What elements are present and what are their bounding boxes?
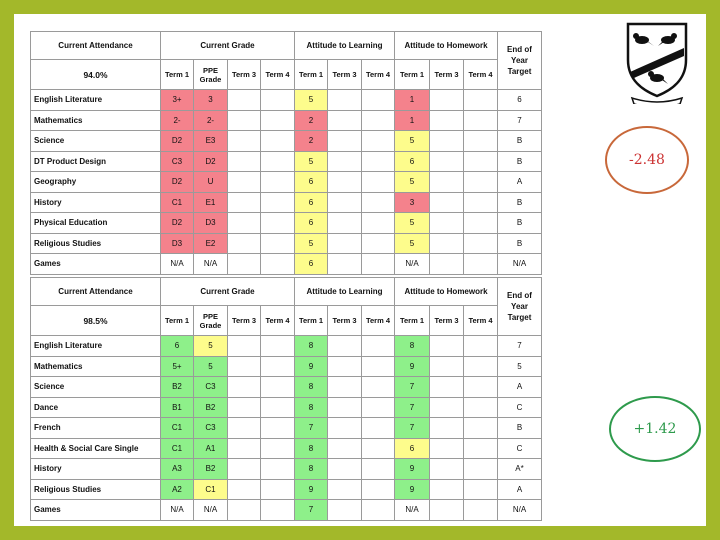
homework-term1-cell: 5 xyxy=(395,213,430,234)
attendance-value: 94.0% xyxy=(31,60,161,90)
learning-term3-cell xyxy=(328,377,362,398)
ppe-grade-cell: C3 xyxy=(194,418,228,439)
learning-term1-header: Term 1 xyxy=(295,60,328,90)
learning-term4-cell xyxy=(362,213,395,234)
attitude-learning-header: Attitude to Learning xyxy=(295,32,395,60)
homework-term1-cell: 5 xyxy=(395,233,430,254)
target-cell: 6 xyxy=(498,90,542,111)
grade-term4-cell xyxy=(261,110,295,131)
grade-term1-cell: N/A xyxy=(161,254,194,275)
homework-term3-cell xyxy=(430,213,464,234)
learning-term1-cell: 6 xyxy=(295,172,328,193)
learning-term1-cell: 7 xyxy=(295,500,328,521)
homework-term4-cell xyxy=(464,90,498,111)
ppe-grade-cell: D2 xyxy=(194,151,228,172)
homework-term3-cell xyxy=(430,438,464,459)
subject-cell: Dance xyxy=(31,397,161,418)
grade-term3-cell xyxy=(228,151,261,172)
subject-cell: French xyxy=(31,418,161,439)
learning-term1-cell: 5 xyxy=(295,151,328,172)
grade-term4-cell xyxy=(261,418,295,439)
homework-term4-cell xyxy=(464,377,498,398)
learning-term3-cell xyxy=(328,151,362,172)
subject-cell: Mathematics xyxy=(31,110,161,131)
grade-term1-cell: C3 xyxy=(161,151,194,172)
current-grade-header: Current Grade xyxy=(161,278,295,306)
report-2-rows xyxy=(31,336,542,521)
homework-term4-cell xyxy=(464,131,498,152)
homework-term1-cell: 5 xyxy=(395,172,430,193)
ppe-grade-header: PPE Grade xyxy=(194,60,228,90)
ppe-grade-cell: E1 xyxy=(194,192,228,213)
subject-cell: Religious Studies xyxy=(31,479,161,500)
learning-term4-cell xyxy=(362,151,395,172)
table-row xyxy=(31,397,542,418)
learning-term3-cell xyxy=(328,131,362,152)
grade-term4-cell xyxy=(261,438,295,459)
grade-term1-cell: 2- xyxy=(161,110,194,131)
homework-term1-cell: N/A xyxy=(395,500,430,521)
homework-term4-cell xyxy=(464,151,498,172)
grade-term1-cell: A2 xyxy=(161,479,194,500)
target-cell: A xyxy=(498,377,542,398)
ppe-grade-cell: C1 xyxy=(194,479,228,500)
grade-term1-cell: C1 xyxy=(161,438,194,459)
ppe-grade-cell: D3 xyxy=(194,213,228,234)
learning-term4-header: Term 4 xyxy=(362,306,395,336)
grade-term4-cell xyxy=(261,192,295,213)
grade-term3-header: Term 3 xyxy=(228,60,261,90)
target-cell: 5 xyxy=(498,356,542,377)
ppe-grade-cell: A1 xyxy=(194,438,228,459)
target-cell: N/A xyxy=(498,500,542,521)
learning-term3-cell xyxy=(328,90,362,111)
homework-term3-cell xyxy=(430,336,464,357)
learning-term3-cell xyxy=(328,192,362,213)
grade-term4-cell xyxy=(261,131,295,152)
homework-term3-cell xyxy=(430,356,464,377)
subject-cell: History xyxy=(31,459,161,480)
homework-term1-cell: 8 xyxy=(395,336,430,357)
grade-term1-cell: 5+ xyxy=(161,356,194,377)
grade-term1-cell: D3 xyxy=(161,233,194,254)
table-row xyxy=(31,336,542,357)
homework-term3-cell xyxy=(430,418,464,439)
learning-term4-cell xyxy=(362,500,395,521)
grade-term4-cell xyxy=(261,90,295,111)
homework-term4-cell xyxy=(464,500,498,521)
learning-term4-cell xyxy=(362,479,395,500)
homework-term3-cell xyxy=(430,233,464,254)
homework-term1-cell: 9 xyxy=(395,459,430,480)
homework-term4-cell xyxy=(464,438,498,459)
homework-term4-cell xyxy=(464,254,498,275)
grade-term4-cell xyxy=(261,356,295,377)
grade-term1-cell: C1 xyxy=(161,418,194,439)
subject-cell: Games xyxy=(31,500,161,521)
grade-term3-cell xyxy=(228,213,261,234)
homework-term4-cell xyxy=(464,356,498,377)
score-change-positive: +1.42 xyxy=(609,396,701,462)
target-cell: 7 xyxy=(498,110,542,131)
homework-term1-cell: 5 xyxy=(395,131,430,152)
learning-term3-header: Term 3 xyxy=(328,306,362,336)
homework-term3-cell xyxy=(430,172,464,193)
grade-term4-header: Term 4 xyxy=(261,60,295,90)
slide xyxy=(14,14,706,526)
target-cell: B xyxy=(498,213,542,234)
learning-term3-cell xyxy=(328,356,362,377)
subject-cell: Science xyxy=(31,131,161,152)
learning-term3-cell xyxy=(328,438,362,459)
attitude-learning-header: Attitude to Learning xyxy=(295,278,395,306)
grade-term3-cell xyxy=(228,192,261,213)
learning-term1-cell: 6 xyxy=(295,192,328,213)
learning-term4-cell xyxy=(362,254,395,275)
homework-term3-cell xyxy=(430,151,464,172)
ppe-grade-cell: C3 xyxy=(194,377,228,398)
table-row xyxy=(31,438,542,459)
homework-term4-cell xyxy=(464,459,498,480)
learning-term1-cell: 6 xyxy=(295,213,328,234)
grade-term4-cell xyxy=(261,172,295,193)
ppe-grade-cell: E3 xyxy=(194,131,228,152)
grade-term3-cell xyxy=(228,254,261,275)
subject-cell: DT Product Design xyxy=(31,151,161,172)
homework-term3-cell xyxy=(430,110,464,131)
grade-term3-cell xyxy=(228,479,261,500)
homework-term1-cell: 6 xyxy=(395,438,430,459)
grade-term1-cell: B1 xyxy=(161,397,194,418)
homework-term4-cell xyxy=(464,192,498,213)
school-crest-icon xyxy=(624,20,690,104)
learning-term1-header: Term 1 xyxy=(295,306,328,336)
score-change-negative: -2.48 xyxy=(605,126,689,194)
grade-term3-cell xyxy=(228,356,261,377)
homework-term1-header: Term 1 xyxy=(395,306,430,336)
ppe-grade-cell: 5 xyxy=(194,336,228,357)
ppe-grade-cell: N/A xyxy=(194,254,228,275)
end-of-year-target-header: End of Year Target xyxy=(498,278,542,336)
homework-term4-cell xyxy=(464,213,498,234)
learning-term3-cell xyxy=(328,254,362,275)
learning-term3-cell xyxy=(328,233,362,254)
grade-term4-header: Term 4 xyxy=(261,306,295,336)
learning-term3-header: Term 3 xyxy=(328,60,362,90)
learning-term4-cell xyxy=(362,356,395,377)
learning-term4-cell xyxy=(362,233,395,254)
report-1-rows xyxy=(31,90,542,275)
homework-term4-header: Term 4 xyxy=(464,60,498,90)
table-row xyxy=(31,90,542,111)
grade-term3-cell xyxy=(228,172,261,193)
grade-term3-cell xyxy=(228,438,261,459)
target-cell: A xyxy=(498,172,542,193)
grade-term4-cell xyxy=(261,233,295,254)
subject-cell: Science xyxy=(31,377,161,398)
grade-term3-cell xyxy=(228,500,261,521)
homework-term3-cell xyxy=(430,254,464,275)
homework-term3-cell xyxy=(430,479,464,500)
learning-term3-cell xyxy=(328,500,362,521)
learning-term4-cell xyxy=(362,172,395,193)
ppe-grade-cell: N/A xyxy=(194,500,228,521)
homework-term1-cell: N/A xyxy=(395,254,430,275)
ppe-grade-cell: 3 xyxy=(194,90,228,111)
learning-term4-cell xyxy=(362,110,395,131)
ppe-grade-cell: 5 xyxy=(194,356,228,377)
learning-term4-cell xyxy=(362,459,395,480)
table-row xyxy=(31,172,542,193)
learning-term1-cell: 8 xyxy=(295,459,328,480)
learning-term1-cell: 5 xyxy=(295,233,328,254)
ppe-grade-cell: E2 xyxy=(194,233,228,254)
table-row xyxy=(31,479,542,500)
grade-term4-cell xyxy=(261,377,295,398)
grade-term1-cell: N/A xyxy=(161,500,194,521)
subject-cell: English Literature xyxy=(31,90,161,111)
homework-term3-header: Term 3 xyxy=(430,60,464,90)
grade-term1-cell: D2 xyxy=(161,213,194,234)
target-cell: B xyxy=(498,192,542,213)
homework-term3-cell xyxy=(430,377,464,398)
grade-term1-cell: D2 xyxy=(161,131,194,152)
table-row xyxy=(31,110,542,131)
subject-cell: Mathematics xyxy=(31,356,161,377)
homework-term1-cell: 1 xyxy=(395,90,430,111)
homework-term1-cell: 7 xyxy=(395,397,430,418)
target-cell: A xyxy=(498,479,542,500)
table-row xyxy=(31,377,542,398)
homework-term4-header: Term 4 xyxy=(464,306,498,336)
learning-term4-cell xyxy=(362,438,395,459)
grade-term4-cell xyxy=(261,479,295,500)
subject-cell: English Literature xyxy=(31,336,161,357)
table-row xyxy=(31,131,542,152)
grade-term3-header: Term 3 xyxy=(228,306,261,336)
subject-cell: Geography xyxy=(31,172,161,193)
grade-term4-cell xyxy=(261,459,295,480)
homework-term3-cell xyxy=(430,500,464,521)
grade-term4-cell xyxy=(261,213,295,234)
homework-term1-cell: 9 xyxy=(395,479,430,500)
learning-term1-cell: 8 xyxy=(295,397,328,418)
current-attendance-label: Current Attendance xyxy=(31,278,161,306)
grade-term1-header: Term 1 xyxy=(161,306,194,336)
current-grade-header: Current Grade xyxy=(161,32,295,60)
grade-term3-cell xyxy=(228,397,261,418)
learning-term3-cell xyxy=(328,213,362,234)
table-row xyxy=(31,151,542,172)
grade-term1-cell: 3+ xyxy=(161,90,194,111)
report-table-1 xyxy=(30,31,542,275)
ppe-grade-cell: B2 xyxy=(194,397,228,418)
subject-cell: Games xyxy=(31,254,161,275)
grade-term3-cell xyxy=(228,90,261,111)
homework-term3-cell xyxy=(430,397,464,418)
learning-term1-cell: 2 xyxy=(295,110,328,131)
report-table-2 xyxy=(30,277,542,521)
table-row xyxy=(31,233,542,254)
homework-term3-cell xyxy=(430,131,464,152)
homework-term1-header: Term 1 xyxy=(395,60,430,90)
grade-term1-cell: 6 xyxy=(161,336,194,357)
homework-term4-cell xyxy=(464,233,498,254)
target-cell: B xyxy=(498,131,542,152)
ppe-grade-cell: B2 xyxy=(194,459,228,480)
homework-term3-cell xyxy=(430,459,464,480)
learning-term1-cell: 7 xyxy=(295,418,328,439)
attitude-homework-header: Attitude to Homework xyxy=(395,278,498,306)
table-row xyxy=(31,254,542,275)
grade-term3-cell xyxy=(228,336,261,357)
learning-term3-cell xyxy=(328,479,362,500)
target-cell: B xyxy=(498,233,542,254)
grade-term3-cell xyxy=(228,418,261,439)
learning-term1-cell: 5 xyxy=(295,90,328,111)
attendance-value: 98.5% xyxy=(31,306,161,336)
learning-term1-cell: 9 xyxy=(295,479,328,500)
table-row xyxy=(31,418,542,439)
homework-term3-header: Term 3 xyxy=(430,306,464,336)
grade-term4-cell xyxy=(261,397,295,418)
table-row xyxy=(31,192,542,213)
homework-term1-cell: 6 xyxy=(395,151,430,172)
grade-term1-cell: B2 xyxy=(161,377,194,398)
target-cell: 7 xyxy=(498,336,542,357)
end-of-year-target-header: End of Year Target xyxy=(498,32,542,90)
homework-term1-cell: 9 xyxy=(395,356,430,377)
learning-term3-cell xyxy=(328,418,362,439)
homework-term3-cell xyxy=(430,90,464,111)
grade-term1-header: Term 1 xyxy=(161,60,194,90)
homework-term1-cell: 3 xyxy=(395,192,430,213)
target-cell: B xyxy=(498,418,542,439)
current-attendance-label: Current Attendance xyxy=(31,32,161,60)
grade-term4-cell xyxy=(261,254,295,275)
learning-term4-header: Term 4 xyxy=(362,60,395,90)
homework-term4-cell xyxy=(464,172,498,193)
subject-cell: Religious Studies xyxy=(31,233,161,254)
learning-term4-cell xyxy=(362,131,395,152)
grade-term1-cell: A3 xyxy=(161,459,194,480)
grade-term1-cell: C1 xyxy=(161,192,194,213)
homework-term4-cell xyxy=(464,336,498,357)
learning-term1-cell: 9 xyxy=(295,356,328,377)
learning-term4-cell xyxy=(362,397,395,418)
homework-term1-cell: 7 xyxy=(395,418,430,439)
ppe-grade-header: PPE Grade xyxy=(194,306,228,336)
grade-term3-cell xyxy=(228,459,261,480)
table-row xyxy=(31,356,542,377)
ppe-grade-cell: 2- xyxy=(194,110,228,131)
table-row xyxy=(31,213,542,234)
learning-term1-cell: 2 xyxy=(295,131,328,152)
grade-term3-cell xyxy=(228,233,261,254)
subject-cell: Health & Social Care Single xyxy=(31,438,161,459)
learning-term3-cell xyxy=(328,336,362,357)
table-row xyxy=(31,459,542,480)
learning-term1-cell: 8 xyxy=(295,377,328,398)
learning-term1-cell: 8 xyxy=(295,438,328,459)
target-cell: B xyxy=(498,151,542,172)
learning-term4-cell xyxy=(362,336,395,357)
grade-term3-cell xyxy=(228,377,261,398)
target-cell: C xyxy=(498,397,542,418)
learning-term4-cell xyxy=(362,418,395,439)
learning-term4-cell xyxy=(362,90,395,111)
attitude-homework-header: Attitude to Homework xyxy=(395,32,498,60)
target-cell: A* xyxy=(498,459,542,480)
subject-cell: Physical Education xyxy=(31,213,161,234)
learning-term1-cell: 8 xyxy=(295,336,328,357)
grade-term3-cell xyxy=(228,110,261,131)
homework-term4-cell xyxy=(464,479,498,500)
subject-cell: History xyxy=(31,192,161,213)
learning-term3-cell xyxy=(328,110,362,131)
target-cell: N/A xyxy=(498,254,542,275)
learning-term1-cell: 6 xyxy=(295,254,328,275)
ppe-grade-cell: U xyxy=(194,172,228,193)
learning-term3-cell xyxy=(328,459,362,480)
grade-term3-cell xyxy=(228,131,261,152)
grade-term4-cell xyxy=(261,500,295,521)
grade-term1-cell: D2 xyxy=(161,172,194,193)
learning-term4-cell xyxy=(362,377,395,398)
grade-term4-cell xyxy=(261,336,295,357)
homework-term4-cell xyxy=(464,418,498,439)
grade-term4-cell xyxy=(261,151,295,172)
homework-term3-cell xyxy=(430,192,464,213)
learning-term4-cell xyxy=(362,192,395,213)
target-cell: C xyxy=(498,438,542,459)
homework-term4-cell xyxy=(464,110,498,131)
table-row xyxy=(31,500,542,521)
homework-term1-cell: 1 xyxy=(395,110,430,131)
learning-term3-cell xyxy=(328,397,362,418)
learning-term3-cell xyxy=(328,172,362,193)
homework-term1-cell: 7 xyxy=(395,377,430,398)
homework-term4-cell xyxy=(464,397,498,418)
